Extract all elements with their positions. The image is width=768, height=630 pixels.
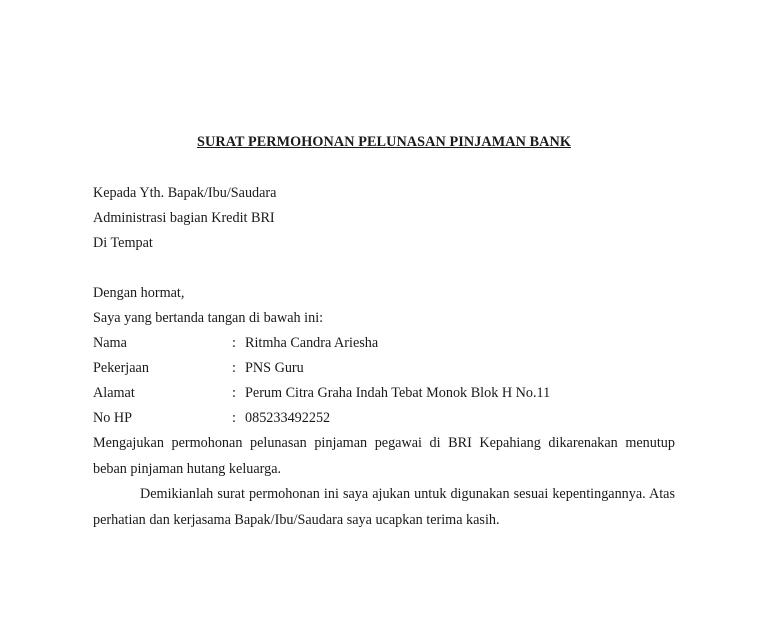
field-value-nama: Ritmha Candra Ariesha (245, 335, 379, 351)
field-value-pekerjaan: PNS Guru (245, 360, 304, 376)
field-colon: : (232, 360, 236, 376)
field-colon: : (232, 385, 236, 401)
recipient-line-3: Di Tempat (93, 235, 153, 251)
field-label-nama: Nama (93, 335, 127, 351)
field-value-no-hp: 085233492252 (245, 410, 331, 426)
paragraph-closing: Demikianlah surat permohonan ini saya ajukan untuk digunakan sesuai kepentingannya. Atas perhatian dan kerjasama Bapak/Ibu/Saudara saya ucapkan terima kasih. (93, 486, 675, 528)
paragraph-request: Mengajukan permohonan pelunasan pinjaman pegawai di BRI Kepahiang dikarenakan menutup beban pinjaman hutang keluarga. (93, 435, 675, 477)
recipient-line-2: Administrasi bagian Kredit BRI (93, 210, 275, 226)
field-label-pekerjaan: Pekerjaan (93, 360, 149, 376)
field-colon: : (232, 410, 236, 426)
field-value-alamat: Perum Citra Graha Indah Tebat Monok Blok H No.11 (245, 385, 551, 401)
letter-title: SURAT PERMOHONAN PELUNASAN PINJAMAN BANK (197, 134, 571, 150)
recipient-line-1: Kepada Yth. Bapak/Ibu/Saudara (93, 185, 277, 201)
intro-line: Saya yang bertanda tangan di bawah ini: (93, 310, 324, 326)
field-colon: : (232, 335, 236, 351)
field-label-no-hp: No HP (93, 410, 133, 426)
greeting: Dengan hormat, (93, 285, 185, 301)
field-label-alamat: Alamat (93, 385, 135, 401)
